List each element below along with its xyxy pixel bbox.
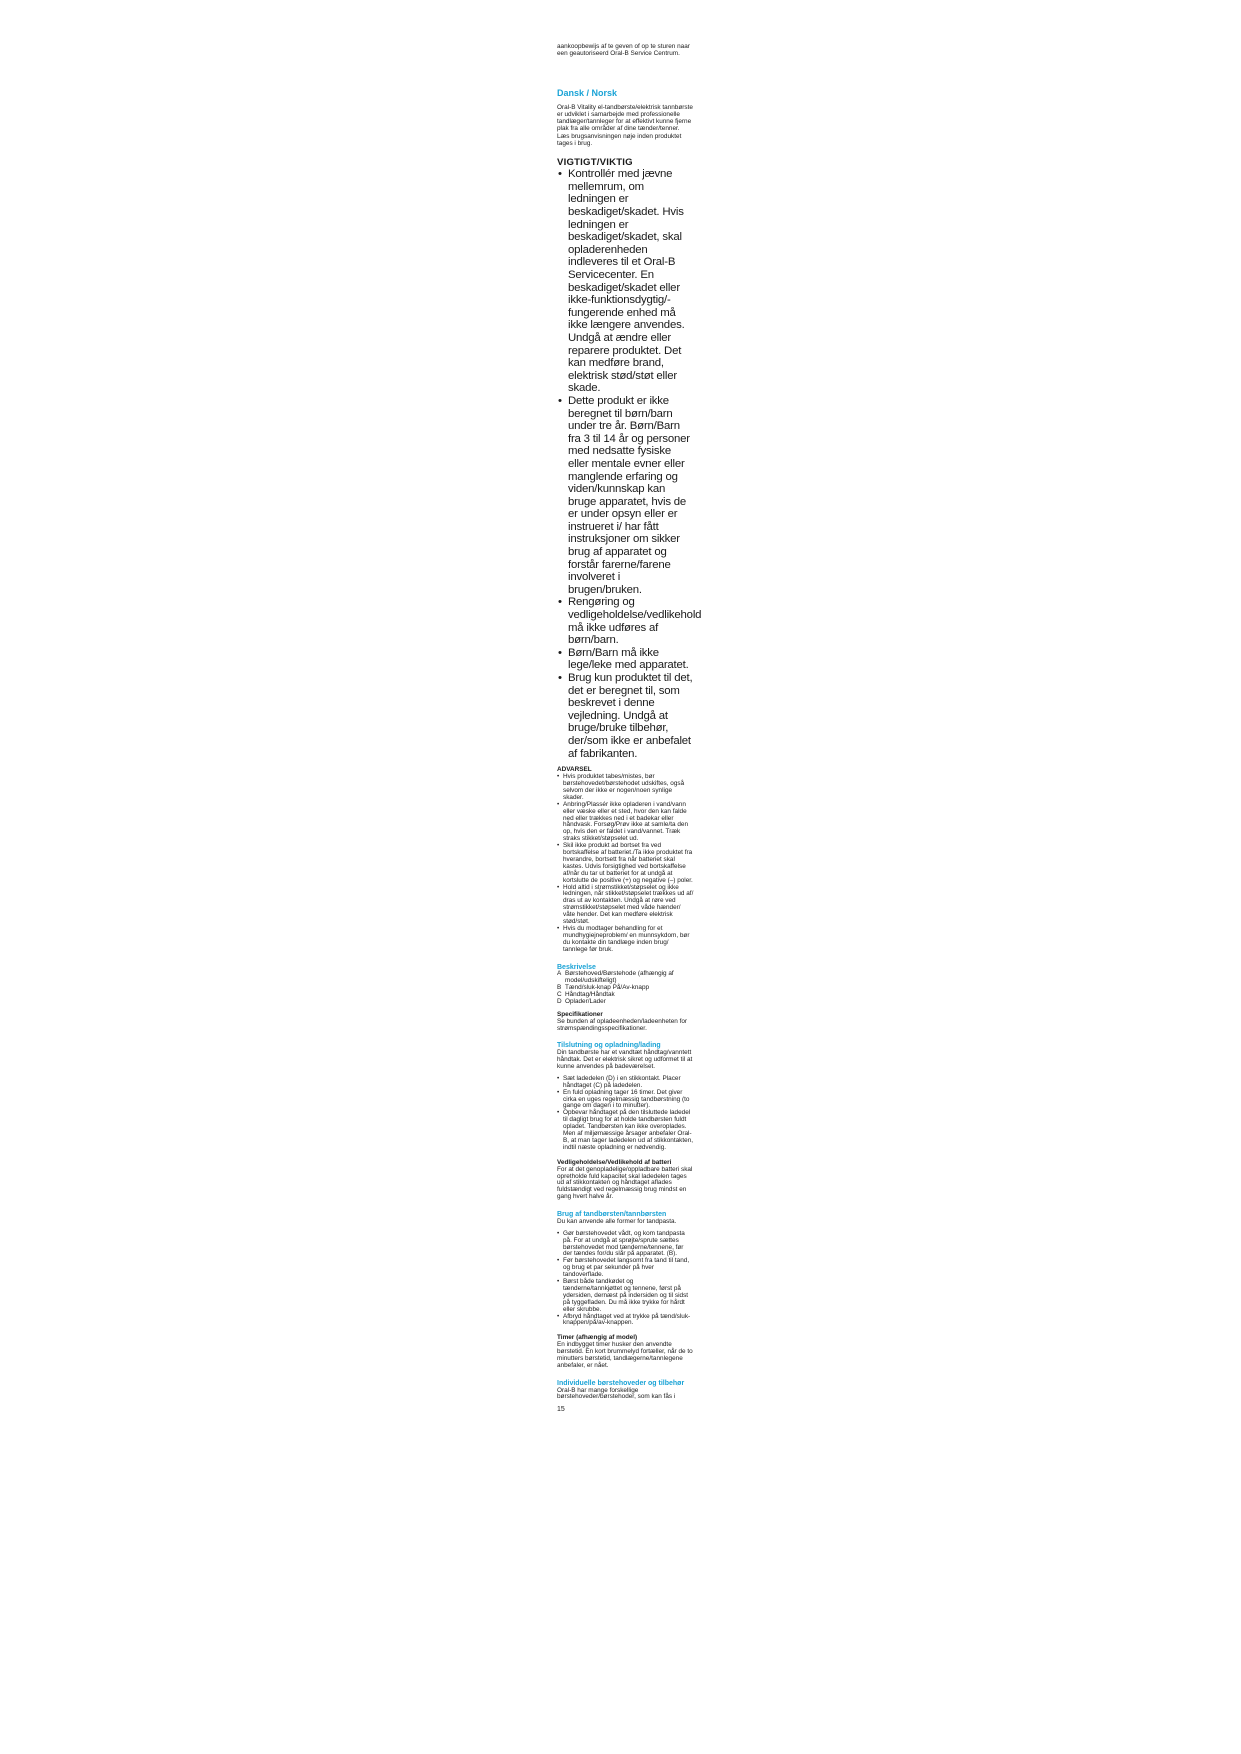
bullet-icon: • — [557, 883, 560, 891]
description-item: D Oplader/Lader — [557, 997, 606, 1005]
section-title: Dansk / Norsk — [557, 87, 618, 98]
bullet-icon: • — [557, 800, 560, 808]
specs-heading: Specifikationer — [557, 1010, 603, 1018]
important-list — [557, 168, 702, 760]
read-manual-paragraph: Læs brugsanvisningen nøje inden produktet tages i brug. — [557, 133, 682, 148]
usage-item: • Afbryd håndtaget ved at trykke på tænd/sluk-knappen/på/av-knappen. — [557, 1312, 691, 1327]
heads-text: Oral-B har mange forskellige børstehoveder/børstehoder, som kan fås i — [557, 1386, 676, 1401]
intro-product-paragraph: Oral-B Vitality el-tandbørste/elektrisk tannbørste er udviklet i samarbejde med professionelle tandlæger/tannleger for at effektivt kunne fjerne plak fra alle områder af dine tænder/tenner. — [557, 103, 693, 132]
warning-item: • Anbring/Plassér ikke opladeren i vand/vann eller væske eller et sted, hvor den kan falde ned eller trækkes ned i et badekar eller håndvask. Forsøg/Prøv ikke at samle/ta den op, hvis den er faldet i vand/vannet. Træk straks stikket/støpselet ud. — [557, 800, 689, 843]
important-item: • Dette produkt er ikke beregnet til børn/barn under tre år. Børn/Barn fra 3 til 14 år og personer med nedsatte fysiske eller mentale evner eller manglende erfaring og viden/kunnskap kan bruge apparatet, hvis de er under opsyn eller er instrueret i/ har fått instruksjoner om sikker brug af apparatet og forstår farerne/farene involveret i brugen/bruken. — [558, 394, 690, 596]
bullet-icon: • — [557, 1278, 560, 1286]
connect-list — [557, 1076, 694, 1152]
bullet-icon: • — [558, 168, 562, 181]
important-item: • Rengøring og vedligeholdelse/vedlikehold må ikke udføres af børn/barn. — [558, 596, 702, 647]
important-item: • Brug kun produktet til det, det er beregnet til, som beskrevet i denne vejledning. Undgå at bruge/bruke tilbehør, der/som ikke er anbefalet af fabrikanten. — [558, 672, 693, 760]
warning-item: • Hvis produktet tabes/mistes, bør børstehovedet/børstehodet udskiftes, også selvom der ikke er nogen/noen synlige skader. — [557, 773, 685, 801]
bullet-icon: • — [557, 773, 560, 781]
maintenance-heading: Vedligeholdelse/Vedlikehold af batteri — [557, 1158, 672, 1166]
bullet-icon: • — [558, 394, 562, 407]
bullet-icon: • — [557, 1074, 560, 1082]
important-item: • Børn/Barn må ikke lege/leke med apparatet. — [558, 646, 689, 672]
warning-item: • Hold altid i strømstikket/støpselet og ikke ledningen, når stikket/støpselet trækkes ud af/ dras ut av kontakten. Undgå at røre ved strømstikket/støpselet med våde hænder/ våte hender. Det kan medføre elektrisk stød/støt. — [557, 883, 694, 926]
document-column — [557, 43, 702, 1414]
connect-item: • Sæt ladedelen (D) i en stikkontakt. Placer håndtaget (C) på ladedelen. — [557, 1074, 681, 1089]
usage-item: • Gør børstehovedet vådt, og kom tandpasta på. For at undgå at sprøjte/sprute sættes børstehovedet mod tænderne/tennene, før der tændes for/du slår på apparatet. (B). — [557, 1229, 685, 1258]
bullet-icon: • — [557, 925, 560, 932]
connect-heading: Tilslutning og opladning/lading — [557, 1042, 661, 1050]
description-item: B Tænd/sluk-knap På/Av-knapp — [557, 984, 650, 992]
timer-text: En indbygget timer husker den anvendte børstetid. En kort brummelyd fortæller, når de to minutters børstetid, tandlægerne/tannlegene anbefaler, er nået. — [557, 1341, 693, 1369]
important-item: • Kontrollér med jævne mellemrum, om ledningen er beskadiget/skadet. Hvis ledningen er beskadiget/skadet, skal opladerenheden indleveres til et Oral-B Servicecenter. En beskadiget/skadet eller ikke-funktionsdygtig/-fungerende enhed må ikke længere anvendes. Undgå at ændre eller reparere produktet. Det kan medføre brand, elektrisk stød/støt eller skade. — [558, 168, 685, 395]
heads-heading: Individuelle børstehoveder og tilbehør — [557, 1379, 685, 1387]
bullet-icon: • — [557, 1229, 560, 1237]
maintenance-text: For at det genopladelige/oppladbare batteri skal opretholde fuld kapacitet skal ladedelen tages ud af stikkontakten og håndtaget aflades fuldstændigt ved regelmæssig brug mindst en gang hvert halve år. — [557, 1165, 693, 1201]
bullet-icon: • — [557, 1257, 560, 1265]
bullet-icon: • — [558, 672, 562, 684]
bullet-icon: • — [557, 1312, 560, 1320]
description-item: A Børstehoved/Børstehode (afhængig af model/udskifteligt) — [557, 970, 674, 985]
connect-item: • En fuld opladning tager 16 timer. Det giver cirka en uges regelmæssig tandbørstning (to gange om dagen i to minutter). — [557, 1088, 690, 1110]
warning-heading: ADVARSEL — [557, 766, 592, 774]
specs-text: Se bunden af opladeenheden/ladeenheten for strømspændingsspecifikationer. — [557, 1017, 688, 1032]
description-heading: Beskrivelse — [557, 963, 596, 971]
intro-paragraph: aankoopbewijs af te geven of op te sturen naar een geautoriseerd Oral-B Service Centrum. — [557, 43, 690, 57]
warning-item: • Skil ikke produkt ad bortset fra ved bortskaffelse af batteriet./Ta ikke produktet fra hverandre, bortsett fra når batteriet skal kastes. Udvis forsigtighed ved bortskaffelse af/når du tar ut batteriet for at undgå at kortslutte de positive (+) og negative (–) poler. — [557, 842, 693, 884]
bullet-icon: • — [557, 1088, 560, 1096]
connect-text: Din tandbørste har et vandtæt håndtag/vanntett håndtak. Det er elektrisk sikret og udformet til at kunne anvendes på badeværelset. — [557, 1049, 693, 1070]
description-list — [557, 971, 694, 1006]
bullet-icon: • — [558, 596, 562, 609]
connect-item: • Opbevar håndtaget på den tilsluttede ladedel til dagligt brug for at holde tandbørsten fuldt opladet. Tandbørsten kan ikke overoplades. Men af miljømæssige årsager anbefaler Oral-B, at man tager ladedelen ud af stikkontakten, indtil næste opladning er nødvendig. — [557, 1109, 694, 1151]
bullet-icon: • — [557, 1109, 560, 1117]
bullet-icon: • — [557, 842, 560, 850]
timer-heading: Timer (afhængig af model) — [557, 1334, 638, 1342]
description-item: C Håndtag/Håndtak — [557, 990, 615, 998]
page-number: 15 — [557, 1406, 565, 1414]
important-heading: VIGTIGT/VIKTIG — [557, 157, 633, 169]
usage-list — [557, 1231, 694, 1328]
warning-item: • Hvis du modtager behandling for et mundhygiejneproblem/ en munnsykdom, bør du kontakte din tandlæge inden brug/ tannlege før bruk. — [557, 925, 690, 953]
warning-list — [557, 774, 694, 954]
usage-item: • Børst både tandkødet og tænderne/tannkjøttet og tennene, først på ydersiden, dernæst på indersiden og til sidst på tyggefladen. Du må ikke trykke for hårdt eller skrubbe. — [557, 1278, 689, 1313]
usage-text: Du kan anvende alle former for tandpasta. — [557, 1217, 677, 1225]
usage-item: • Før børstehovedet langsomt fra tand til tand, og brug et par sekunder på hver tandoverflade. — [557, 1257, 690, 1279]
usage-heading: Brug af tandbørsten/tannbørsten — [557, 1211, 667, 1219]
bullet-icon: • — [558, 646, 562, 659]
